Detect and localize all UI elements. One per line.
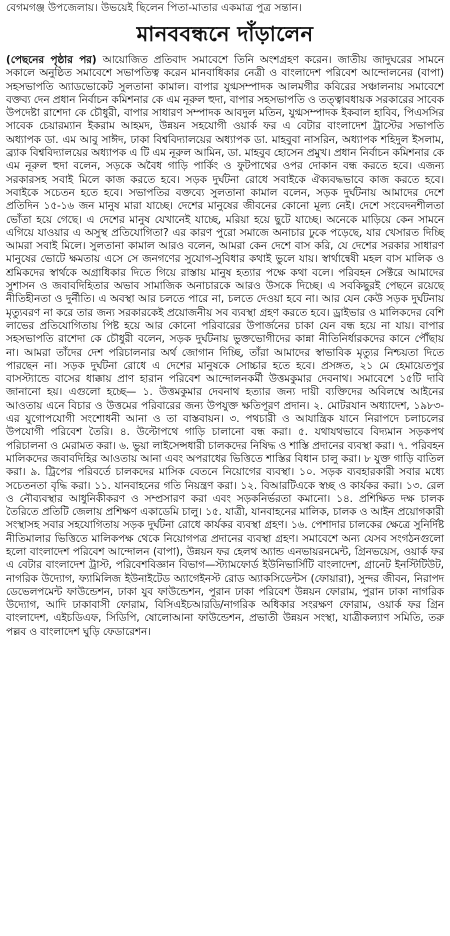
previous-article-tail: বেগমগঞ্জ উপজেলায়। উভয়েই ছিলেন পিতা-মাতার একমাত্র পুত্র সন্তান। — [6, 2, 302, 14]
article-paragraph: বাপার সহসভাপতি রাশেদা কে চৌধুরী বলেন, সড়ক দুর্ঘটনায় ভুক্তভোগীদের কান্না নীতিনির্ধারকদের কানে পৌঁছায় না। আমরা তাঁদের দেশ পরিচালনার অর্থ জোগান দিচ্ছি, তাঁরা আমাদের স্বাভাবিক মৃত্যুর নিশ্চয়তা দিতে পারছেন না। সড়ক দুর্ঘটনা রোধে এ দেশের মানুষকে সোচ্চার হতে হবে। প্রসঙ্গত, ২১ মে হেমায়েতপুর বাসস্ট্যান্ডে বাসের ধাক্কায় প্রাণ হারান পরিবেশ আন্দোলনকর্মী উত্তমকুমার দেবনাথ। সমাবেশে ১৫টি দাবি জানানো হয়। এগুলো হচ্ছে— ১. উত্তমকুমার দেবনাথ হত্যার জন্য দায়ী ব্যক্তিদের অবিলম্বে আইনের আওতায় এনে বিচার ও উত্তমের পরিবারের জন্য উপযুক্ত ক্ষতিপূরণ প্রদান। ২. মোটরযান অধ্যাদেশ, ১৯৮৩-এর যুগোপযোগী সংশোধনী আনা ও তা বাস্তবায়ন। ৩. পথচারী ও আযান্ত্রিক যানে নিরাপদে চলাচলের উপযোগী পরিবেশ তৈরি। ৪. উল্টোপথে গাড়ি চালানো বন্ধ করা। ৫. যথাযথভাবে বিদ্যমান সড়কপথ পরিচালনা ও মেরামত করা। ৬. ভুয়া লাইসেন্সধারী চালকদের নিষিদ্ধ ও শাস্তি প্রদানের ব্যবস্থা করা। ৭. পরিবহন মালিকদের জবাবদিহির আওতায় আনা এবং অপরাধের ভিত্তিতে শাস্তির বিধান চালু করা। ৮ যুক্ত গাড়ি বাতিল করা। ৯. ট্রিপের পরিবর্তে চালকদের মাসিক বেতনে নিয়োগের ব্যবস্থা। ১০. সড়ক ব্যবহারকারী সবার মধ্যে সচেতনতা বৃদ্ধি করা। ১১. যানবাহনের গতি নিয়ন্ত্রণ করা। ১২. বিআরটিএকে স্বচ্ছ ও কার্যকর করা। ১৩. রেল ও নৌব্যবস্থার আধুনিকীকরণ ও সম্প্রসারণ করা এবং সড়কনির্ভরতা কমানো। ১৪. প্রশিক্ষিত দক্ষ চালক তৈরিতে প্রতিটি জেলায় প্রশিক্ষণ একাডেমি চালু। ১৫. যাত্রী, যানবাহনের মালিক, চালক ও আইন প্রয়োগকারী সংস্থাসহ সবার সহযোগিতায় সড়ক দুর্ঘটনা রোধে কার্যকর ব্যবস্থা গ্রহণ। ১৬. পেশাদার চালকের ক্ষেত্রে সুনির্দিষ্ট নীতিমালার ভিত্তিতে মালিকপক্ষ থেকে নিয়োগপত্র প্রদানের ব্যবস্থা গ্রহণ। সমাবেশে অন্য যেসব সংগঠনগুলো হলো বাংলাদেশ পরিবেশ আন্দোলন (বাপা), উন্নয়ন ফর হেলথ অ্যান্ড এনভায়রনমেন্ট, গ্রিনভয়েস, ওয়ার্ক ফর এ বেটার বাংলাদেশ ট্রাস্ট, পরিবেশবিজ্ঞান বিভাগ—স্ট্যামফোর্ড ইউনিভার্সিটি বাংলাদেশ, গ্রানেট ইনস্টিটিউট, নাগরিক উদ্যোগ, ফ্যামিলিজ ইউনাইটেড অ্যাগেইনস্ট রোড অ্যাকসিডেন্টস (ফোয়ারা), সুন্দর জীবন, নিরাপদ ডেভেলপমেন্ট ফাউন্ডেশন, ঢাকা যুব ফাউন্ডেশন, পুরান ঢাকা পরিবেশ উন্নয়ন ফোরাম, পুরান ঢাকা নাগরিক উদ্যোগ, আদি ঢাকাবাসী ফোরাম, বিসিএইচআরডি/নাগরিক অধিকার সংরক্ষণ ফোরাম, ওয়ার্ক ফর গ্রিন বাংলাদেশ, এইচডিএফ, সিডিপি, ষোলোআনা ফাউন্ডেশন, প্রভাতী উন্নয়ন সংস্থা, যাত্রীকল্যাণ সমিতি, তরু পল্লব ও বাংলাদেশ ঘুড়ি ফেডারেশন। — [6, 319, 444, 638]
article-paragraph: বাপার যুগ্মসম্পাদক আলমগীর কবিরের সঞ্চালনায় সমাবেশে বক্তব্য দেন প্রধান নির্বাচন কমিশনার কে এম নূরুল হুদা, বাপার সহসভাপতি ও তত্ত্বাবধায়ক সরকারের সাবেক উপদেষ্টা রাশেদা কে চৌধুরী, বাপার সাধারণ সম্পাদক আবদুল মতিন, যুগ্মসম্পাদক ইকবাল হাবিব, পিএসসির সাবেক চেয়ারম্যান ইকরাম আহমদ, উন্নয়ন সহযোগী ওয়ার্ক ফর এ বেটার বাংলাদেশ ট্রাস্টের সভাপতি অধ্যাপক ডা. এম আবু সাঈদ, ঢাকা বিশ্ববিদ্যালয়ের অধ্যাপক ডা. মাহবুবা নাসরিন, অধ্যাপক শহিদুল ইসলাম, ব্র্যাক বিশ্ববিদ্যালয়ের অধ্যাপক এ টি এম নূরুল আমিন, ডা. মাহবুব হোসেন প্রমুখ। প্রধান নির্বাচন কমিশনার কে এম নূরুল হুদা বলেন, সড়কে অবৈধ গাড়ি পার্কিং ও ফুটপাথের ওপর দোকান বন্ধ করতে হবে। এজন্য সরকারসহ সবাই মিলে কাজ করতে হবে। সড়ক দুর্ঘটনা রোধে সবাইকে ঐক্যবদ্ধভাবে কাজ করতে হবে। সবাইকে সচেতন হতে হবে। — [6, 80, 444, 199]
continued-from-label: (পেছনের পৃষ্ঠার পর) — [6, 54, 97, 66]
article-body — [0, 54, 450, 639]
article-paragraph: সভাপতির বক্তব্যে সুলতানা কামাল বলেন, সড়ক দুর্ঘটনায় আমাদের দেশে প্রতিদিন ১৫-১৬ জন মানুষ মারা যাচ্ছে। দেশের মানুষের জীবনের কোনো মূল্য নেই। দেশে সংবেদনশীলতা ভোঁতা হয়ে গেছে। এ দেশের মানুষ যেখানেই যাচ্ছে, মরিয়া হয়ে ছুটে যাচ্ছে। অনেকে মাড়িয়ে কেন সামনে এগিয়ে যাওয়ার এ অসুস্থ প্রতিযোগিতা? এর কারণ পুরো সমাজে অনাচার ঢুকে পড়েছে, যার খেসারত দিচ্ছি আমরা সবাই মিলে। সুলতানা কামাল আরও বলেন, আমরা কেন দেশে বাস করি, যে দেশের সরকার সাধারণ মানুষের ভোটে ক্ষমতায় এসে সে জনগণের সুযোগ-সুবিধার কথাই ভুলে যায়। স্বার্থান্বেষী মহল বাস মালিক ও শ্রমিকদের স্বার্থকে অগ্রাধিকার দিতে গিয়ে রাস্তায় মানুষ হত্যার পক্ষে কথা বলে। পরিবহন সেক্টরে আমাদের সুশাসন ও জবাবদিহিতার অভাব সামাজিক অনাচারকে আরও উসকে দিচ্ছে। এ সবকিছুরই পেছনে রয়েছে নীতিহীনতা ও দুর্নীতি। এ অবস্থা আর চলতে পারে না, চলতে দেওয়া হবে না। আর যেন কেউ সড়ক দুর্ঘটনায় মৃত্যুবরণ না করে তার জন্য সরকারকেই প্রয়োজনীয় সব ব্যবস্থা গ্রহণ করতে হবে। ড্রাইভার ও মালিকদের বেশি লাভের প্রতিযোগিতায় পিষ্ট হয়ে আর কোনো পরিবারের উপার্জনের চাকা যেন বন্ধ হয়ে না যায়। — [6, 186, 444, 332]
article-headline: মানববন্ধনে দাঁড়ালেন — [136, 22, 314, 46]
article-paragraph: আয়োজিত প্রতিবাদ সমাবেশে তিনি অংশগ্রহণ করেন। জাতীয় জাদুঘরের সামনে সকালে অনুষ্ঠিত সমাবেশে সভাপতিত্ব করেন মানবাধিকার নেত্রী ও বাংলাদেশ পরিবেশ আন্দোলনের (বাপা) সহসভাপতি অ্যাডভোকেট সুলতানা কামাল। — [6, 54, 444, 93]
